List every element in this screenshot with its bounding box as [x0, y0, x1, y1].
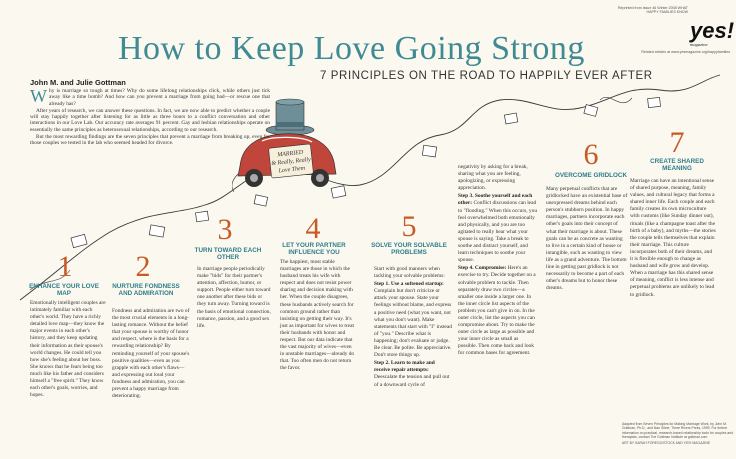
- principle-5-number: 5: [401, 210, 417, 243]
- principle-5-body: [374, 266, 452, 390]
- step-2-continued: negativity by asking for a break, sharing what you are feeling, apologizing, or expressing appreciation.: [458, 164, 528, 192]
- principle-4-body: The happiest, most stable marriages are those in which the husband treats his wife with respect and does not resist power sharing and decision making with her. When the couple disagrees, these husbands actively search for common ground rather than insisting on getting their way. It's just as important for wives to treat their husbands with honor and respect. But our data indicate that the vast majority of wives—even in unstable marriages—already do that. Too often men do not return the favor.: [280, 259, 355, 372]
- principle-7-body: Marriage can have an intentional sense of shared purpose, meaning, family values, and cultural legacy that forms a shared inner life. Each couple and each family creates its own microculture with customs (like Sunday dinner out), rituals (like a champagne toast after the birth of a baby), and myths—the stories the couple tells themselves that explain their marriage. This culture incorporates both of their dreams, and it is flexible enough to change as husband and wife grow and develop. When a marriage has this shared sense of meaning, conflict is less intense and perpetual problems are unlikely to lead to gridlock.: [630, 178, 716, 298]
- intro-paragraph-1: hy is marriage so tough at times? Why do some lifelong relationships click, while others just tick away like a time bomb? And how can you prevent a marriage from going bad—or rescue one that already has?: [49, 88, 270, 107]
- principle-7-number: 7: [669, 126, 685, 159]
- top-hat-icon: [266, 99, 314, 135]
- principle-3-number: 3: [217, 213, 233, 246]
- principle-4-number: 4: [305, 212, 321, 245]
- intro-text: [30, 88, 270, 148]
- step-4-text: Here's an exercise to try. Decide together on a solvable problem to tackle. Then separately draw two circles—a smaller one inside a larger one. In the inner circle list aspects of the problem you can't give in on. In the outer circle, list the aspects you can compromise about. Try to make the outer circle as large as possible and your inner circle as small as possible. Then come back and look for common bases for agreement.: [458, 265, 536, 357]
- principle-2-heading: NURTURE FONDNESS AND ADMIRATION: [112, 283, 180, 298]
- step-3-text: Conflict discussions can lead to "flooding." When this occurs, you feel overwhelmed both emotionally and physically, and you are too agitated to really hear what your spouse is saying. Take a break to soothe and distract yourself, and learn techniques to soothe your spouse.: [458, 200, 538, 264]
- principle-2-number: 2: [135, 250, 151, 283]
- principle-1-heading: ENHANCE YOUR LOVE MAP: [29, 283, 99, 298]
- car-sign-line3: Love Them: [278, 165, 306, 175]
- car-sign-line2: & Really, Really: [271, 156, 312, 168]
- intro-paragraph-3: But the most rewarding findings are the seven principles that prevent a marriage from breaking up, even for those couples we tested in the lab who seemed headed for divorce.: [30, 134, 270, 147]
- principle-1-number: 1: [57, 250, 73, 283]
- intro-paragraph-2: After years of research, we can answer these questions. In fact, we are now able to predict whether a couple will stay happily together after listening for as little as three hours to a conflict conversation and other interactions in our Love Lab. Our accuracy rate averages 91 percent. Gay and lesbian relationships operate on essentially the same principles as heterosexual relationships, according to our research.: [30, 107, 270, 133]
- page-title: How to Keep Love Going Strong: [118, 30, 585, 67]
- magazine-label: magazine: [690, 42, 708, 47]
- principle-7-heading: CREATE SHARED MEANING: [650, 158, 704, 173]
- principle-2-body: Fondness and admiration are two of the most crucial elements in a long-lasting romance. Without the belief that your spouse is worthy of honor and respect, where is the basis for a rewarding relationship? By reminding yourself of your spouse's positive qualities—even as you grapple with each other's flaws—and expressing out loud your fondness and admiration, you can prevent a happy marriage from deteriorating.: [112, 308, 190, 400]
- footer-art-credit: ART BY SARAH FOREGO/STOCK AND YES! MAGAZINE: [622, 441, 711, 446]
- source-footer: [622, 422, 734, 445]
- principle-6-number: 6: [583, 138, 599, 171]
- principle-6-heading: OVERCOME GRIDLOCK: [554, 172, 628, 179]
- principle-5-continued: [458, 164, 538, 359]
- step-4-label: Step 4. Compromise:: [458, 265, 507, 272]
- reprint-credit: Reprinted from Issue 46 Winter 2008 WHAT HAPPY FAMILIES KNOW: [617, 6, 688, 15]
- related-articles-url: Related articles at www.yesmagazine.org/happyfamilies: [641, 50, 730, 54]
- principle-1-body: Emotionally intelligent couples are intimately familiar with each other's world. They have a richly detailed love map—they know the major events in each other's history, and they keep updating their information as their spouse's world changes. He could tell you how she's feeling about her boss. She knows that he fears being too much like his father and considers himself a "free spirit." They know each other's goals, worries, and hopes.: [30, 300, 106, 399]
- principle-4-heading: LET YOUR PARTNER INFLUENCE YOU: [282, 242, 346, 257]
- yes-magazine-logo: yes!: [690, 18, 735, 43]
- drop-cap: W: [30, 86, 47, 106]
- step-1-text: Complain but don't criticize or attack your spouse. State your feelings without blame, and express a positive need (what you want, not what you don't want). Make statements that start with "I" instead of "you." Describe what is happening; don't evaluate or judge. Be clear. Be polite. Be appreciative. Don't store things up.: [374, 288, 452, 359]
- page-subtitle: 7 PRINCIPLES ON THE ROAD TO HAPPILY EVER AFTER: [320, 70, 653, 82]
- principle-5-intro: Start with good manners when tackling your solvable problems:: [374, 266, 445, 280]
- principle-3-heading: TURN TOWARD EACH OTHER: [194, 247, 262, 262]
- principle-6-body: Many perpetual conflicts that are gridlocked have an existential base of unexpressed dreams behind each person's stubborn position. In happy marriages, partners incorporate each other's goals into their concept of what their marriage is about. These goals can be as concrete as wanting to live in a certain kind of house or intangible, such as wanting to view life as a grand adventure. The bottom line in getting past gridlock is not necessarily to become a part of each other's dreams but to honor these dreams.: [546, 186, 628, 292]
- author-byline: John M. and Julie Gottman: [30, 78, 126, 87]
- footer-source-text: Adapted from Seven Principles for Making Marriage Work, by John M. Gottman, Ph.D., and Nan Silver, Three Rivers Press, 1999. For further information on practical, research-based relationship tools for couples and therapists, contact The Gottman Institute at gottman.com: [622, 422, 734, 439]
- car-sign-line1: MARRIED: [277, 149, 304, 159]
- step-2-label: Step 2. Learn to make and receive repair attempts:: [374, 360, 435, 374]
- step-3-label: Step 3. Soothe yourself and each other:: [458, 193, 533, 207]
- step-2-text: Deescalate the tension and pull out of a downward cycle of: [374, 374, 450, 388]
- principle-5-heading: SOLVE YOUR SOLVABLE PROBLEMS: [371, 242, 447, 257]
- principle-3-body: In marriage people periodically make "bids" for their partner's attention, affection, humor, or support. People either turn toward one another after these bids or they turn away. Turning toward is the basis of emotional connection, romance, passion, and a good sex life.: [197, 266, 271, 329]
- step-1-label: Step 1. Use a softened startup:: [374, 281, 444, 288]
